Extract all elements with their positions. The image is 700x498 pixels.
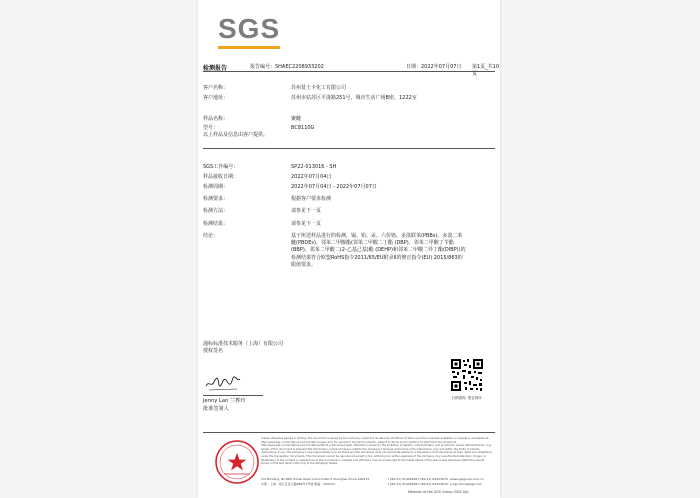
detail-value: 请参见下一页 <box>291 221 322 227</box>
footer-address-cn: 中国 · 上海 · 徐汇区宜山路889号3号楼 邮编：200233 <box>261 482 335 486</box>
signature-line <box>203 395 263 396</box>
page-number: 第1页_共10页 <box>472 64 500 77</box>
client-name: 苏州莫士卡化工有限公司 <box>291 85 347 91</box>
sgs-member-note: Member of the SGS Group (SGS SA) <box>408 490 469 494</box>
client-address: 苏州市姑苏区平泷路251号，城市生活广场B座，1222室 <box>291 95 417 101</box>
report-date: 日期：2022年07月07日 <box>406 64 462 70</box>
detail-value: 根据客户要求检测 <box>291 196 332 202</box>
footer-disclaimer: Unless otherwise agreed in writing, this document is issued by the Company subject to its General Conditions of Service printed overleaf, available on request or accessible at http://www.sgs.com/en/Terms-and-Conditions.aspx and, for electronic format documents, subject to Terms and Conditions for Electronic Documents at http://www.sgs.com/en/Terms-and-Conditions/Terms-e-Document.aspx. Attention is drawn to the limitation of liability, indemnification and jurisdiction issues defined therein. Any holder of this document is advised that information contained hereon reflects the Company's findings at the time of its intervention only and within the limits of Client's instructions, if any. The Company's sole responsibility is to its Client and this document does not exonerate parties to a transaction from exercising all their rights and obligations under the transaction documents. This document cannot be reproduced except in full, without prior written approval of the Company. Any unauthorized alteration, forgery or falsification of the content or appearance of this document is unlawful and offenders may be prosecuted to the fullest extent of the law. Unless otherwise stated the results shown in this test report refer only to the sample(s) tested. <box>261 437 492 466</box>
sample-note: 以上样品及信息由客户提供。 <box>203 132 269 138</box>
detail-label: 检测方法： <box>203 208 229 214</box>
detail-value: 2022年07月04日 - 2022年07月07日 <box>291 184 377 190</box>
signatory-company: 通标标准技术服务（上海）有限公司 <box>203 341 284 347</box>
sample-name-label: 样品名称： <box>203 116 229 122</box>
signatory-title: 授权签名 <box>203 348 224 354</box>
report-number: 报告编号：SHAEC2208933202 <box>250 64 324 70</box>
footer-web: www.sgsgroup.com.cn <box>450 477 484 481</box>
header-divider <box>203 71 495 72</box>
footer-address-en: 3rd Building, No.889 Yishan Road Xuhui District Shanghai China 200233 <box>261 477 370 481</box>
signatory-name: Jenny Lan 兰桦玲 <box>203 398 246 404</box>
client-name-label: 客户名称： <box>203 85 229 91</box>
footer-tel-en: t (86-21) 61402666 f (86-21) 64953679 <box>388 477 448 481</box>
signatory-block <box>203 341 283 355</box>
company-seal <box>214 439 260 485</box>
qr-caption: 扫码查询 <box>452 396 466 400</box>
footer-tel-cn: t (86-21) 61402666 f (86-21) 64953679 <box>388 482 448 486</box>
conclusion-text: 基于所送样品进行的检测，镉、铅、汞、六价铬、多溴联苯(PBBs)、多溴二苯醚(PBDEs)、邻苯二甲酸酯(邻苯二甲酸二丁酯 (DBP)、邻苯二甲酸丁苄酯(BBP)、邻苯二甲酸二(2-乙基己基)酯 (DEHP)和邻苯二甲酸二异丁酯(DIBP))的检测结果符合欧盟RoHS指令2011/65/EU附录II的修正指令(EU) 2015/863的限值要求。 <box>291 233 466 268</box>
qr-caption: 报告真伪 <box>468 396 482 400</box>
sgs-logo <box>218 15 282 51</box>
sample-model: BC8110G <box>291 125 315 131</box>
footer-divider <box>203 432 495 433</box>
sample-name: 聚醚 <box>291 116 302 122</box>
detail-label: SGS工作编号： <box>203 164 239 170</box>
sample-model-label: 型号： <box>203 125 219 131</box>
detail-label: 检测要求： <box>203 196 229 202</box>
detail-label: 检测结果： <box>203 221 229 227</box>
handwritten-signature <box>203 368 243 394</box>
detail-value: 请参见下一页 <box>291 208 322 214</box>
report-title: 检测报告 <box>203 65 228 72</box>
conclusion-label: 结论： <box>203 233 219 239</box>
report-page <box>198 0 500 498</box>
section-divider <box>203 148 495 149</box>
footer-email: e sgs.china@sgs.com <box>450 482 483 486</box>
detail-value: SP22-013016 - SH <box>291 164 337 170</box>
qr-code <box>450 358 484 392</box>
detail-label: 样品接收日期： <box>203 174 239 180</box>
detail-value: 2022年07月04日 <box>291 174 332 180</box>
logo-underline <box>218 46 280 49</box>
client-address-label: 客户地址： <box>203 95 229 101</box>
signatory-role: 批准签署人 <box>203 406 229 412</box>
logo-text: SGS <box>218 13 281 44</box>
detail-label: 检测周期： <box>203 184 229 190</box>
